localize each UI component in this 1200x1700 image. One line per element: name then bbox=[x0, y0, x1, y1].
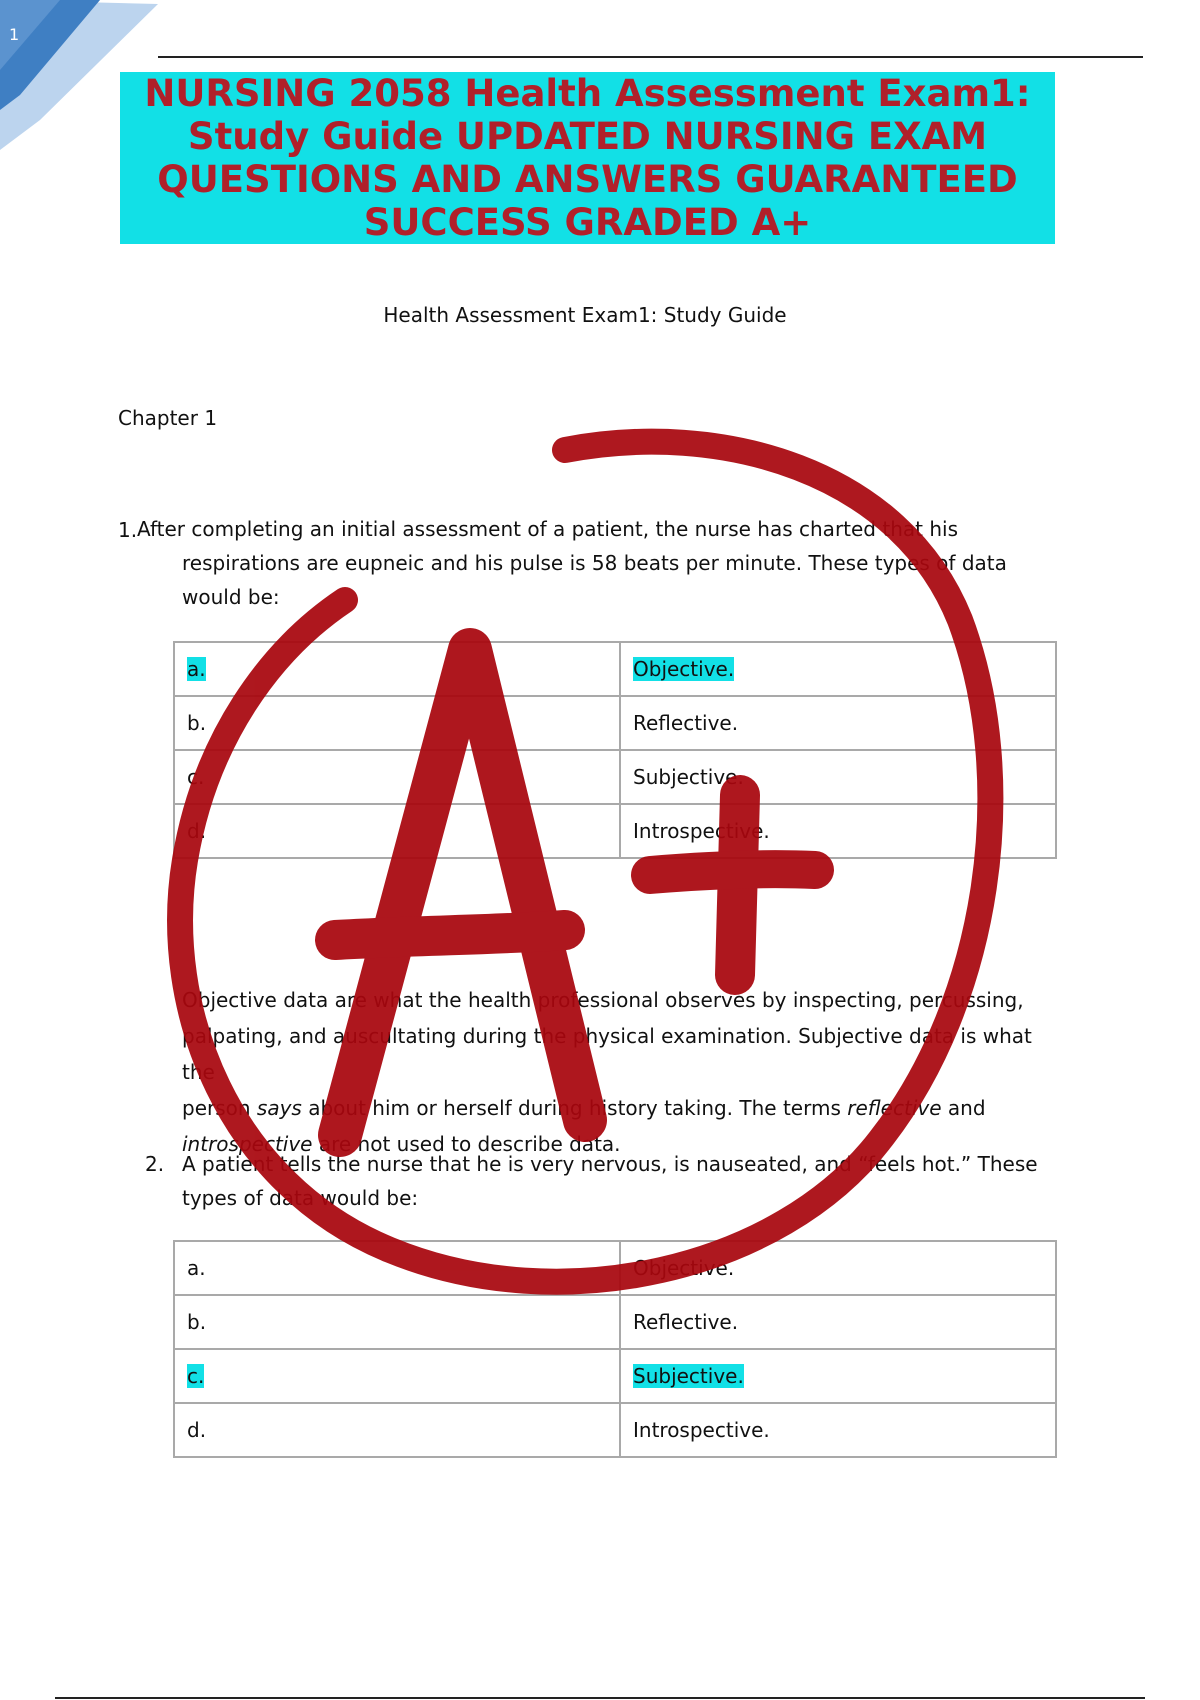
document-title bbox=[120, 72, 1055, 244]
question-1-option-a bbox=[174, 642, 1056, 696]
question-2-line-1: A patient tells the nurse that he is very nervous, is nauseated, and “feels hot.” These bbox=[182, 1152, 1038, 1176]
question-1-option-b bbox=[174, 696, 1056, 750]
option-letter: c. bbox=[187, 765, 205, 789]
question-1-rationale bbox=[182, 982, 1062, 1162]
header-rule bbox=[158, 56, 1143, 58]
title-line-2: Study Guide UPDATED NURSING EXAM bbox=[120, 115, 1055, 158]
option-letter: d. bbox=[187, 819, 207, 843]
question-1-option-d bbox=[174, 804, 1056, 858]
question-2-option-d bbox=[174, 1403, 1056, 1457]
option-letter: b. bbox=[187, 711, 207, 735]
question-2-text bbox=[182, 1147, 1062, 1215]
option-text: Objective. bbox=[633, 1256, 735, 1280]
option-letter: a. bbox=[187, 657, 206, 681]
footer-rule bbox=[55, 1697, 1145, 1699]
document-subtitle: Health Assessment Exam1: Study Guide bbox=[383, 303, 787, 327]
title-line-1: NURSING 2058 Health Assessment Exam1: bbox=[120, 72, 1055, 115]
option-letter: a. bbox=[187, 1256, 206, 1280]
rationale-line-1: Objective data are what the health professional observes by inspecting, percussing, bbox=[182, 988, 1024, 1012]
question-1-options bbox=[173, 641, 1057, 859]
option-letter: c. bbox=[187, 1364, 205, 1388]
question-2-option-c bbox=[174, 1349, 1056, 1403]
question-1-option-c bbox=[174, 750, 1056, 804]
title-line-4: SUCCESS GRADED A+ bbox=[120, 201, 1055, 244]
option-text: Reflective. bbox=[633, 1310, 739, 1334]
question-2-option-a bbox=[174, 1241, 1056, 1295]
question-1-line-2: respirations are eupneic and his pulse is 58 beats per minute. These types of data bbox=[182, 551, 1007, 575]
page-number: 1 bbox=[9, 25, 20, 44]
question-1-line-1: After completing an initial assessment of a patient, the nurse has charted that his bbox=[137, 517, 958, 541]
question-1-number: 1. bbox=[118, 518, 138, 542]
question-2-option-b bbox=[174, 1295, 1056, 1349]
option-text: Subjective. bbox=[633, 765, 744, 789]
option-text: Subjective. bbox=[633, 1364, 744, 1388]
question-1-text bbox=[137, 512, 1017, 614]
option-text: Introspective. bbox=[633, 1418, 770, 1442]
rationale-line-2: palpating, and auscultating during the physical examination. Subjective data is what the bbox=[182, 1024, 1032, 1084]
rationale-line-4: introspective are not used to describe data. bbox=[182, 1132, 621, 1156]
option-letter: d. bbox=[187, 1418, 207, 1442]
rationale-line-3: person says about him or herself during history taking. The terms reflective and bbox=[182, 1096, 986, 1120]
option-text: Introspective. bbox=[633, 819, 770, 843]
chapter-heading: Chapter 1 bbox=[118, 406, 218, 430]
question-2-options bbox=[173, 1240, 1057, 1458]
option-text: Objective. bbox=[633, 657, 735, 681]
title-line-3: QUESTIONS AND ANSWERS GUARANTEED bbox=[120, 158, 1055, 201]
question-2-line-2: types of data would be: bbox=[182, 1186, 419, 1210]
question-1-line-3: would be: bbox=[182, 585, 280, 609]
option-letter: b. bbox=[187, 1310, 207, 1334]
question-2-number: 2. bbox=[145, 1152, 165, 1176]
option-text: Reflective. bbox=[633, 711, 739, 735]
